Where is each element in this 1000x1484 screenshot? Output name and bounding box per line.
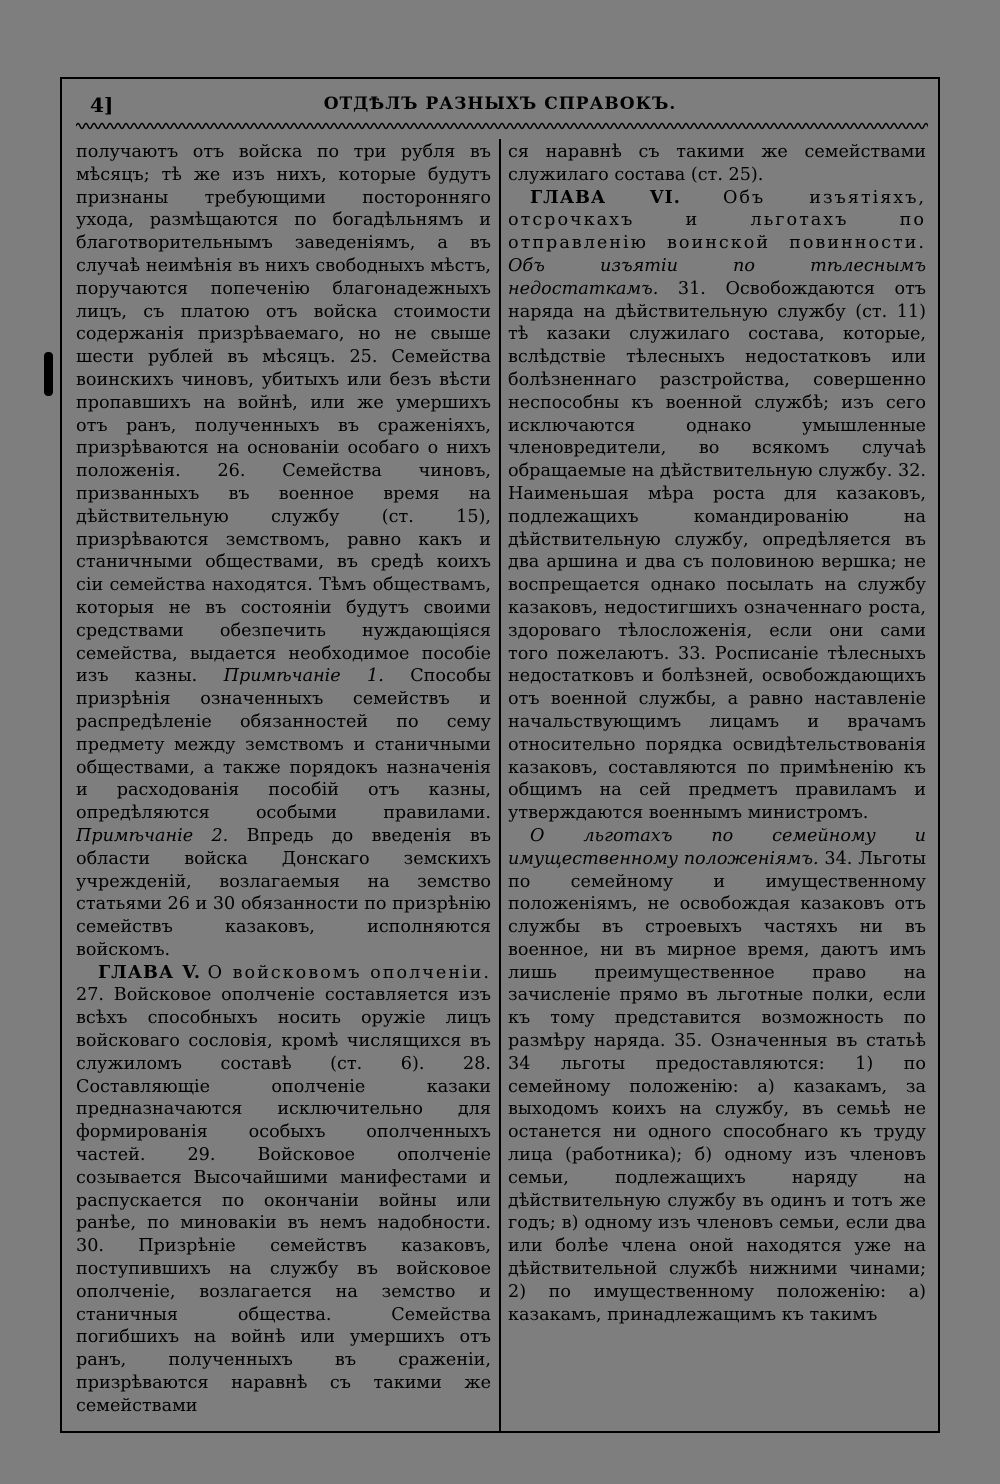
left-column (76, 141, 491, 1427)
chapter-6 (508, 187, 926, 825)
note-2-text: Впредь до введенія въ области войска Донскаго земскихъ учрежденій, возлагаемыя на земство статьями 26 и 30 обязанности по призрѣнію семействъ казаковъ, исполняются войскомъ. (76, 825, 491, 960)
lgoty-section (508, 825, 926, 1327)
note-1-label: Примѣчаніе 1. (223, 666, 384, 687)
chapter-6-text: 31. Освобождаются отъ наряда на дѣйствительную службу (ст. 11) тѣ казаки служилаго состава, которые, вслѣдствіе тѣлесныхъ недостатковъ или болѣзненнаго разстройства, совершенно неспособны къ военной службѣ; изъ сего исключаются однако умышленные членовредители, во всякомъ случаѣ обращаемые на дѣйствительную службу. 32. Наименьшая мѣра роста для казаковъ, подлежащихъ командированію на дѣйствительную службу, опредѣляется въ два аршина и два съ половиною вершка; не воспрещается однако посылать на службу казаковъ, недостигшихъ означеннаго роста, здороваго тѣлосложенія, если они сами того пожелаютъ. 33. Росписаніе тѣлесныхъ недостатковъ и болѣзней, освобождающихъ отъ военной службы, а равно наставленіе начальствующимъ лицамъ и врачамъ относительно порядка освидѣтельствованія казаковъ, составляются по примѣненію къ общимъ на сей предметъ правиламъ и утверждаются военнымъ министромъ. (508, 278, 926, 824)
lgoty-text: 34. Льготы по семейному и имущественному положеніямъ, не освобождая казаковъ отъ службы въ строевыхъ частяхъ ни въ военное, ни въ мирное время, даютъ имъ лишь преимущественное право на зачисленіе прямо въ льготные полки, если къ тому представится возможность по размѣру наряда. 35. Означенныя въ статьѣ 34 льготы предоставляются: 1) по семейному положенію: а) казакамъ, за выходомъ коихъ на службу, въ семьѣ не останется ни одного способнаго къ труду лица (работника); б) одному изъ членовъ семьи, подлежащихъ наряду на дѣйствительную службу въ одинъ и тотъ же годъ; в) одному изъ членовъ семьи, если два или болѣе члена оной находятся уже на дѣйствительной службѣ нижними чинами; 2) по имущественному положенію: а) казакамъ, принадлежащимъ къ такимъ (508, 848, 926, 1325)
continuation-text: ся наравнѣ съ такими же семействами служилаго состава (ст. 25). (508, 142, 926, 185)
paragraph-art-24-26 (76, 141, 491, 962)
chapter-6-label: ГЛАВА VI. (530, 186, 681, 208)
chapter-5-text: 27. Войсковое ополченіе составляется изъ всѣхъ способныхъ носить оружіе лицъ войсковаго сословія, кромѣ числящихся въ служиломъ составѣ (ст. 6). 28. Составляющіе ополченіе казаки предназначаются исключительно для формированія особыхъ ополченныхъ частей. 29. Войсковое ополченіе созывается Высочайшими манифестами и распускается по окончаніи войны или ранѣе, по миновакіи въ немъ надобности. 30. Призрѣніе семействъ казаковъ, поступившихъ на службу въ войсковое ополченіе, возлагается на земство и станичныя общества. Семейства погибшихъ на войнѣ или умершихъ отъ ранъ, полученныхъ въ сраженіи, призрѣваются наравнѣ съ такими же семействами (76, 985, 491, 1416)
chapter-5 (76, 962, 491, 1418)
page-header (62, 79, 938, 127)
ink-blot (44, 352, 53, 396)
chapter-6-title: Объ изъятіяхъ, отсрочкахъ и льготахъ по отправленію воинской повинности. (508, 187, 926, 254)
right-column (508, 141, 926, 1427)
note-2-label: Примѣчаніе 2. (76, 825, 229, 846)
running-title: ОТДѢЛЪ РАЗНЫХЪ СПРАВОКЪ. (323, 94, 677, 114)
note-1-text: Способы призрѣнія означенныхъ семействъ и распредѣленіе обязанностей по сему предмету между земствомъ и станичными обществами, а также порядокъ назначенія и расходованія пособій отъ казны, опредѣляются особыми правилами. (76, 666, 491, 824)
chapter-5-title: О войсковомъ ополченіи. (207, 962, 491, 983)
page-frame (60, 77, 940, 1433)
chapter-6-subtitle: Объ изъятіи по тѣлеснымъ недостаткамъ. (508, 255, 926, 299)
wavy-rule (76, 119, 928, 133)
lgoty-title: О льготахъ по семейному и имущественному положеніямъ. (508, 825, 926, 869)
column-divider (499, 139, 501, 1431)
chapter-5-label: ГЛАВА V. (98, 961, 202, 983)
page-number: 4] (90, 93, 114, 117)
paragraph-text: получаютъ отъ войска по три рубля въ мѣсяцъ; тѣ же изъ нихъ, которые будутъ признаны требующими посторонняго ухода, размѣщаются по богадѣльнямъ и благотворительнымъ заведеніямъ, а въ случаѣ неимѣнія въ нихъ свободныхъ мѣстъ, поручаются попеченію благонадежныхъ лицъ, съ платою отъ войска стоимости содержанія призрѣваемаго, но не свыше шести рублей въ мѣсяцъ. 25. Семейства воинскихъ чиновъ, убитыхъ или безъ вѣсти пропавшихъ на войнѣ, или же умершихъ отъ ранъ, полученныхъ въ сраженіяхъ, призрѣваются на основаніи особаго о нихъ положенія. 26. Семейства чиновъ, призванныхъ въ военное время на дѣйствительную службу (ст. 15), призрѣваются земствомъ, равно какъ и станичными обществами, въ средѣ коихъ сіи семейства находятся. Тѣмъ обществамъ, которыя не въ состояніи будутъ своими средствами обезпечить нуждающіяся семейства, выдается необходимое пособіе изъ казны. (76, 142, 491, 687)
